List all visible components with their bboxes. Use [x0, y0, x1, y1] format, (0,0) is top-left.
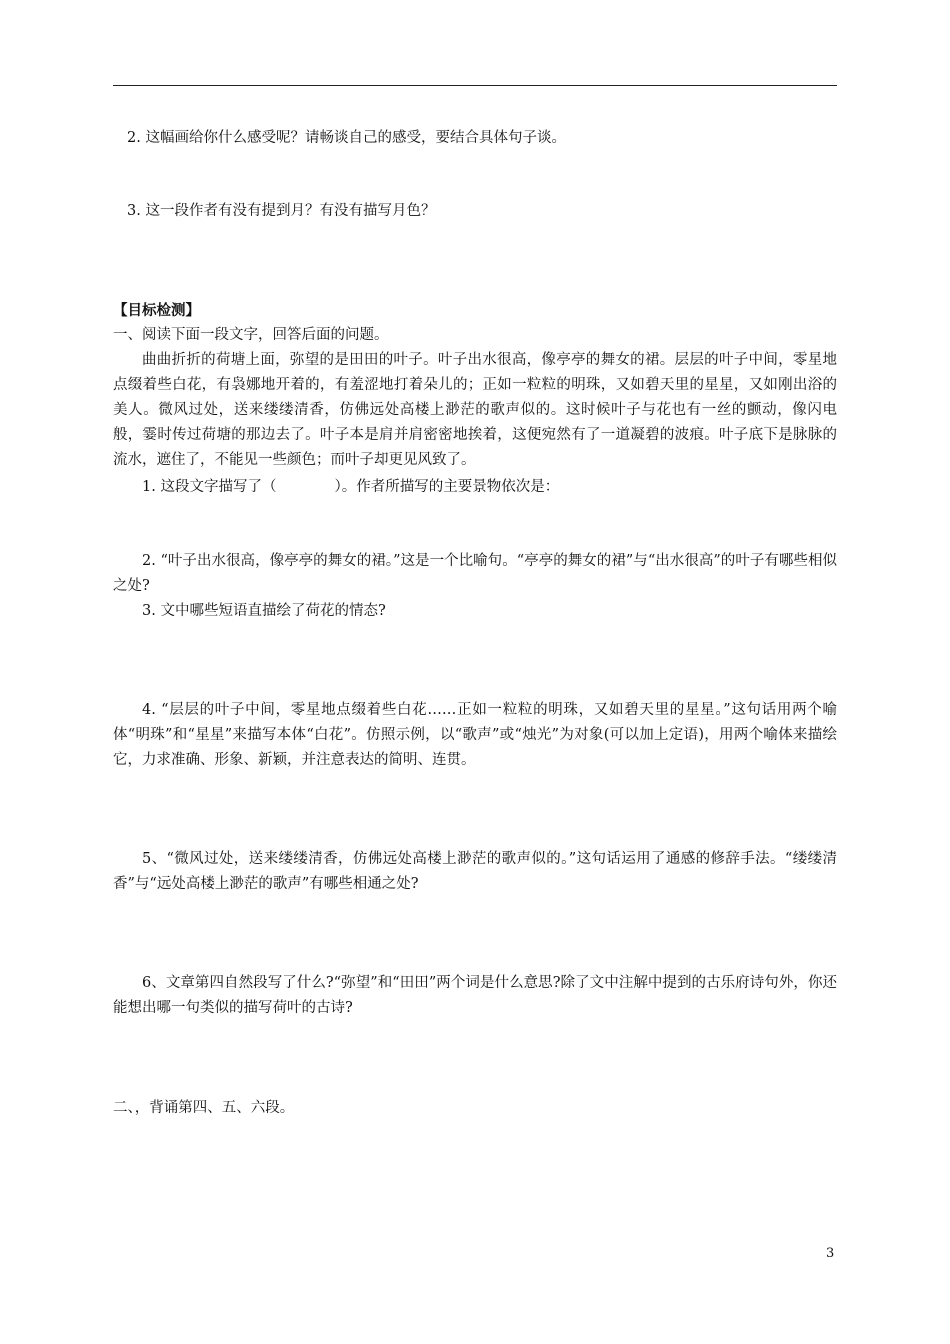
question-2-top: 2. 这幅画给你什么感受呢？请畅谈自己的感受，要结合具体句子谈。 — [127, 130, 566, 146]
part2-recite: 二、，背诵第四、五、六段。 — [113, 1100, 295, 1116]
header-rule — [113, 85, 837, 86]
exercise-5: 5、“微风过处，送来缕缕清香，仿佛远处高楼上渺茫的歌声似的。”这句话运用了通感的修辞手法。“缕缕清香”与“远处高楼上渺茫的歌声”有哪些相通之处? — [113, 851, 837, 892]
exercise-1: 1. 这段文字描写了（ ）。作者所描写的主要景物依次是： — [142, 479, 560, 495]
exercise-6: 6、文章第四自然段写了什么?“弥望”和“田田”两个词是什么意思?除了文中注解中提到的古乐府诗句外，你还能想出哪一句类似的描写荷叶的古诗? — [113, 975, 837, 1016]
exercise-3: 3. 文中哪些短语直描绘了荷花的情态? — [142, 603, 386, 619]
exercise-4: 4. “层层的叶子中间，零星地点缀着些白花……正如一粒粒的明珠，又如碧天里的星星。”这句话用两个喻体“明珠”和“星星”来描写本体“白花”。仿照示例，以“歌声”或“烛光”为对象(可以加上定语)，用两个喻体来描绘它，力求准确、形象、新颖，并注意表达的简明、连贯。 — [113, 702, 837, 768]
reading-passage: 曲曲折折的荷塘上面，弥望的是田田的叶子。叶子出水很高，像亭亭的舞女的裙。层层的叶子中间，零星地点缀着些白花，有袅娜地开着的，有羞涩地打着朵儿的；正如一粒粒的明珠，又如碧天里的星星，又如刚出浴的美人。微风过处，送来缕缕清香，仿佛远处高楼上渺茫的歌声似的。这时候叶子与花也有一丝的颤动，像闪电般，霎时传过荷塘的那边去了。叶子本是肩并肩密密地挨着，这便宛然有了一道凝碧的波痕。叶子底下是脉脉的流水，遮住了，不能见一些颜色；而叶子却更见风致了。 — [113, 352, 837, 468]
exercise-2: 2. “叶子出水很高，像亭亭的舞女的裙。”这是一个比喻句。“亭亭的舞女的裙”与“出水很高”的叶子有哪些相似之处? — [113, 553, 837, 594]
page-number: 3 — [826, 1246, 835, 1261]
part1-intro: 一、阅读下面一段文字，回答后面的问题。 — [113, 327, 389, 343]
section-title: 【目标检测】 — [113, 302, 200, 319]
question-3-top: 3. 这一段作者有没有提到月？有没有描写月色？ — [127, 203, 436, 219]
